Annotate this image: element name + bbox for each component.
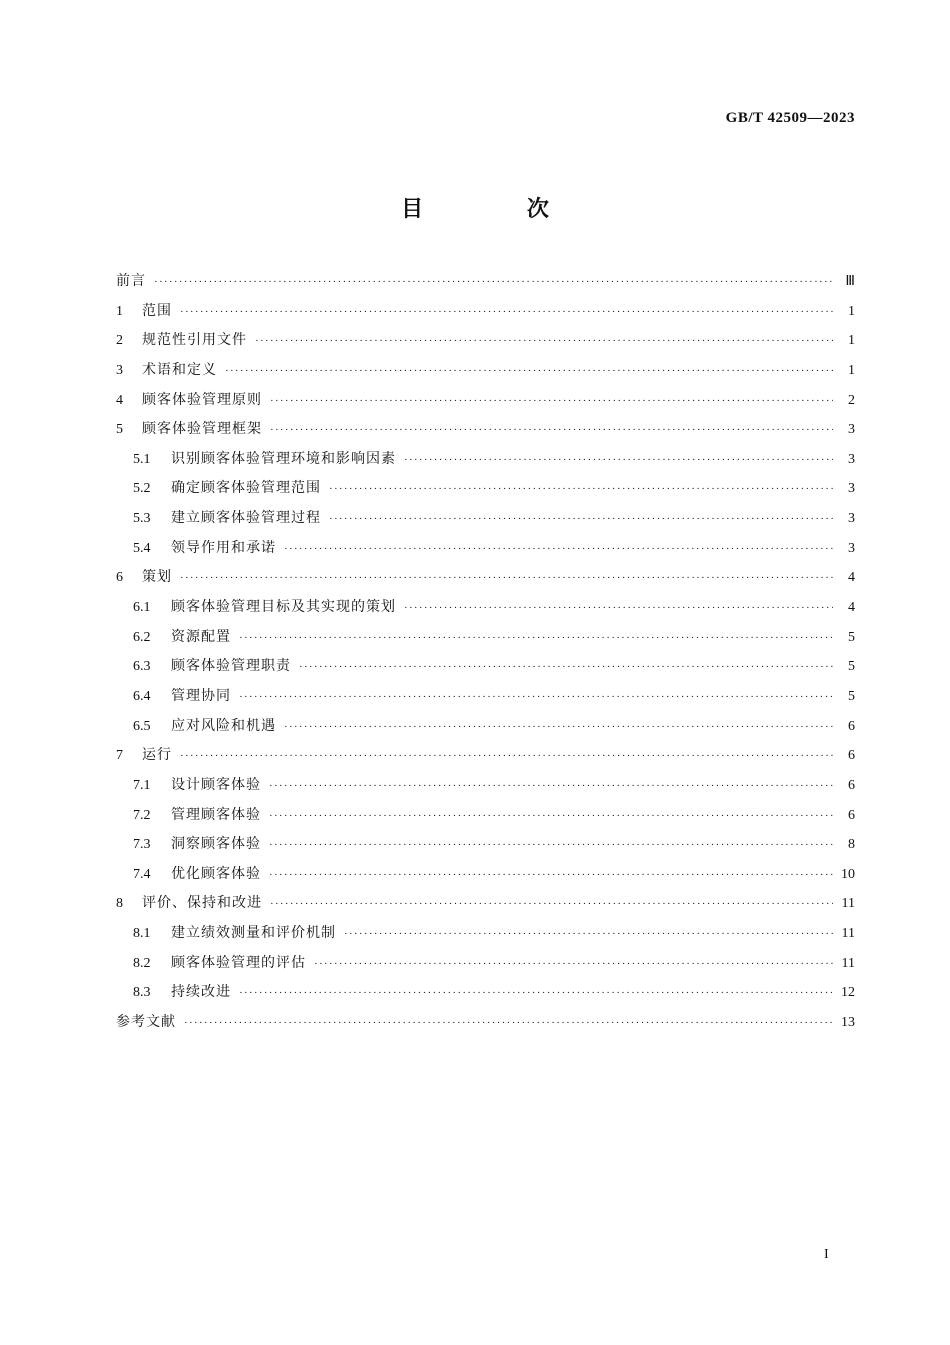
toc-entry-page: 3 — [848, 540, 855, 556]
toc-entry-page: 11 — [841, 955, 855, 971]
toc-entry-title: 建立绩效测量和评价机制 — [171, 925, 336, 942]
toc-entry-title: 应对风险和机遇 — [171, 717, 276, 734]
toc-entry-page: 5 — [848, 659, 855, 675]
toc-entry-page: 11 — [841, 926, 855, 942]
toc-entry-page: 5 — [848, 629, 855, 645]
toc-leader-dots — [180, 572, 833, 584]
toc-entry-number: 8.3 — [133, 985, 151, 1001]
toc-entry-number: 8.2 — [133, 955, 151, 971]
toc-leader-dots — [184, 1017, 833, 1029]
toc-entry-number: 1 — [116, 303, 123, 319]
toc-entry-number: 7.4 — [133, 866, 151, 882]
toc-entry-page: 6 — [848, 807, 855, 823]
toc-leader-dots — [154, 276, 833, 288]
toc-entry-title: 顾客体验管理目标及其实现的策划 — [171, 599, 396, 616]
toc-entry-page: 8 — [848, 837, 855, 853]
toc-entry-page: Ⅲ — [845, 274, 855, 289]
toc-entry-title: 顾客体验管理的评估 — [171, 954, 306, 971]
toc-leader-dots — [255, 335, 833, 347]
toc-entry[interactable] — [116, 389, 855, 419]
toc-entry[interactable] — [116, 685, 855, 715]
toc-entry-title: 确定顾客体验管理范围 — [171, 480, 321, 497]
toc-entry-title: 顾客体验管理框架 — [142, 421, 262, 438]
toc-entry-page: 6 — [848, 748, 855, 764]
toc-leader-dots — [284, 721, 833, 733]
toc-leader-dots — [270, 424, 833, 436]
toc-leader-dots — [270, 898, 833, 910]
toc-entry-title: 范围 — [142, 302, 172, 319]
toc-entry-page: 13 — [841, 1015, 855, 1031]
toc-entry-title: 领导作用和承诺 — [171, 539, 276, 556]
toc-leader-dots — [344, 928, 833, 940]
toc-leader-dots — [269, 869, 833, 881]
toc-entry-title: 规范性引用文件 — [142, 332, 247, 349]
toc-entry-title: 优化顾客体验 — [171, 865, 261, 882]
toc-entry-page: 3 — [848, 481, 855, 497]
toc-entry[interactable] — [116, 359, 855, 389]
toc-entry-number: 6.2 — [133, 629, 151, 645]
toc-entry[interactable] — [116, 448, 855, 478]
toc-entry-number: 5.4 — [133, 540, 151, 556]
toc-entry-page: 1 — [848, 333, 855, 349]
toc-entry-title: 识别顾客体验管理环境和影响因素 — [171, 450, 396, 467]
toc-leader-dots — [269, 839, 833, 851]
toc-leader-dots — [269, 780, 833, 792]
toc-entry-number: 7.2 — [133, 807, 151, 823]
toc-leader-dots — [180, 306, 833, 318]
toc-entry-page: 3 — [848, 511, 855, 527]
toc-entry[interactable] — [116, 507, 855, 537]
table-of-contents — [116, 270, 855, 1041]
toc-entry[interactable] — [116, 981, 855, 1011]
toc-entry-page: 11 — [841, 896, 855, 912]
toc-entry-number: 8.1 — [133, 926, 151, 942]
toc-entry[interactable] — [116, 270, 855, 300]
toc-entry-number: 8 — [116, 896, 123, 912]
toc-entry-title: 前言 — [116, 273, 146, 289]
toc-entry-title: 术语和定义 — [142, 361, 217, 378]
toc-entry-number: 6 — [116, 570, 123, 586]
toc-entry-number: 7.1 — [133, 777, 151, 793]
toc-leader-dots — [329, 513, 833, 525]
toc-entry-page: 1 — [848, 362, 855, 378]
toc-leader-dots — [269, 810, 833, 822]
toc-entry-title: 参考文献 — [116, 1014, 176, 1031]
toc-entry[interactable] — [116, 863, 855, 893]
toc-entry-page: 6 — [848, 777, 855, 793]
toc-entry[interactable] — [116, 418, 855, 448]
toc-entry-title: 管理顾客体验 — [171, 806, 261, 823]
toc-leader-dots — [329, 483, 833, 495]
toc-entry-page: 4 — [848, 570, 855, 586]
toc-entry-page: 5 — [848, 688, 855, 704]
standard-number: GB/T 42509—2023 — [725, 110, 855, 126]
toc-entry-title: 设计顾客体验 — [171, 776, 261, 793]
toc-leader-dots — [180, 750, 833, 762]
toc-entry-title: 运行 — [142, 747, 172, 764]
toc-entry-page: 3 — [848, 422, 855, 438]
toc-entry-page: 4 — [848, 600, 855, 616]
toc-entry-page: 2 — [848, 392, 855, 408]
toc-entry-number: 6.3 — [133, 659, 151, 675]
toc-entry-number: 6.4 — [133, 688, 151, 704]
toc-leader-dots — [314, 958, 833, 970]
toc-entry[interactable] — [116, 774, 855, 804]
toc-entry[interactable] — [116, 300, 855, 330]
toc-entry-number: 5.3 — [133, 511, 151, 527]
toc-entry[interactable] — [116, 715, 855, 745]
toc-entry-title: 策划 — [142, 569, 172, 586]
toc-entry-title: 持续改进 — [171, 984, 231, 1001]
toc-entry-number: 2 — [116, 333, 123, 349]
toc-entry[interactable] — [116, 329, 855, 359]
toc-leader-dots — [284, 543, 833, 555]
toc-title: 目 次 — [401, 197, 597, 222]
toc-entry-number: 5.2 — [133, 481, 151, 497]
toc-entry[interactable] — [116, 626, 855, 656]
toc-entry-title: 管理协同 — [171, 687, 231, 704]
toc-entry-number: 7.3 — [133, 837, 151, 853]
toc-entry-number: 4 — [116, 392, 123, 408]
toc-entry[interactable] — [116, 655, 855, 685]
toc-entry[interactable] — [116, 922, 855, 952]
toc-leader-dots — [225, 365, 833, 377]
toc-entry-title: 资源配置 — [171, 628, 231, 645]
toc-entry[interactable] — [116, 952, 855, 982]
toc-leader-dots — [299, 661, 833, 673]
toc-entry-number: 5 — [116, 422, 123, 438]
toc-leader-dots — [239, 691, 833, 703]
toc-entry-number: 3 — [116, 362, 123, 378]
toc-entry-title: 评价、保持和改进 — [142, 895, 262, 912]
toc-entry-number: 6.1 — [133, 600, 151, 616]
toc-entry-number: 7 — [116, 748, 123, 764]
toc-entry-page: 10 — [841, 866, 855, 882]
toc-leader-dots — [239, 632, 833, 644]
toc-entry-title: 顾客体验管理原则 — [142, 391, 262, 408]
toc-entry[interactable] — [116, 596, 855, 626]
toc-leader-dots — [404, 454, 833, 466]
toc-entry[interactable] — [116, 566, 855, 596]
toc-entry[interactable] — [116, 833, 855, 863]
toc-entry-number: 5.1 — [133, 451, 151, 467]
toc-leader-dots — [270, 395, 833, 407]
toc-entry[interactable] — [116, 744, 855, 774]
toc-leader-dots — [239, 987, 833, 999]
toc-entry-number: 6.5 — [133, 718, 151, 734]
toc-entry-page: 6 — [848, 718, 855, 734]
toc-entry-title: 建立顾客体验管理过程 — [171, 510, 321, 527]
toc-leader-dots — [404, 602, 833, 614]
toc-entry-title: 洞察顾客体验 — [171, 836, 261, 853]
toc-entry-title: 顾客体验管理职责 — [171, 658, 291, 675]
toc-entry-page: 1 — [848, 303, 855, 319]
toc-entry-page: 3 — [848, 451, 855, 467]
toc-entry[interactable] — [116, 1011, 855, 1041]
toc-entry[interactable] — [116, 892, 855, 922]
toc-entry-page: 12 — [841, 985, 855, 1001]
page-number: I — [824, 1247, 829, 1262]
toc-entry[interactable] — [116, 537, 855, 567]
toc-entry[interactable] — [116, 804, 855, 834]
toc-entry[interactable] — [116, 477, 855, 507]
